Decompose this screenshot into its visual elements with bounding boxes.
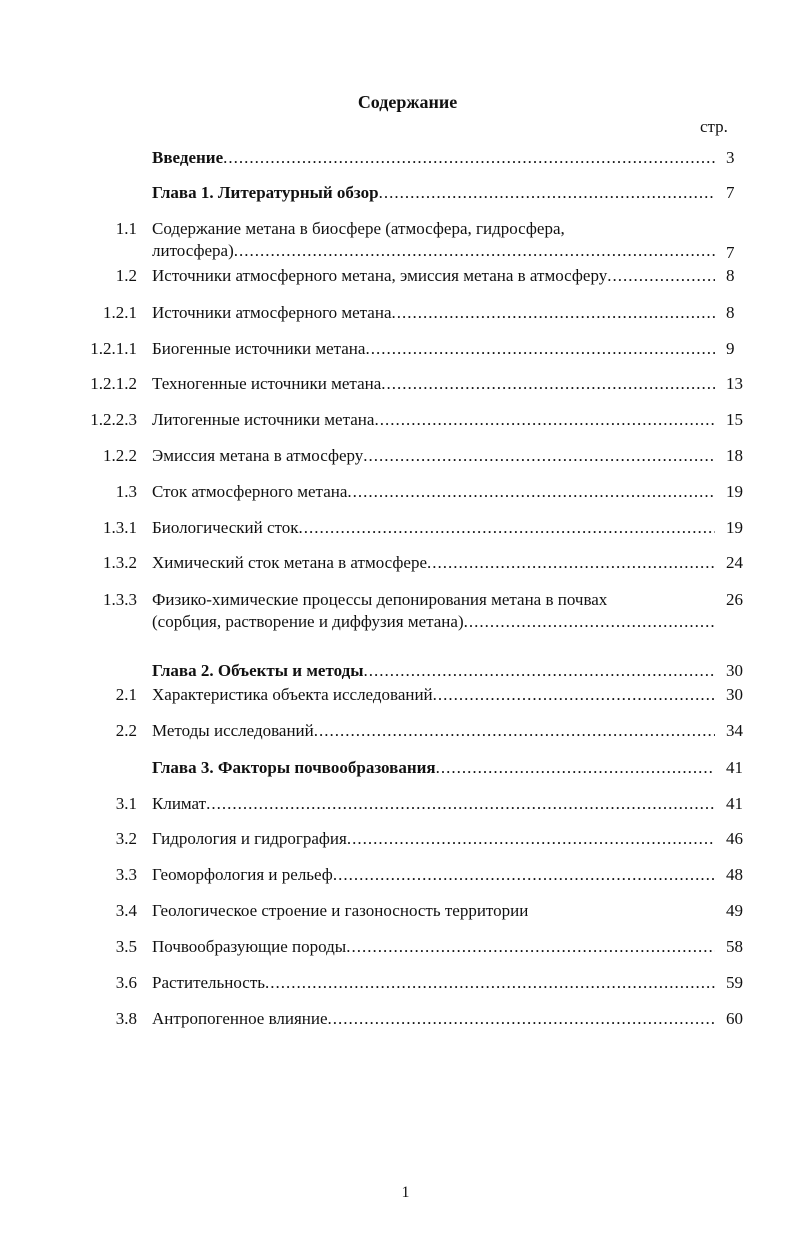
page-column-label: стр. xyxy=(700,117,728,136)
section-number: 1.2.1.1 xyxy=(90,339,137,358)
section-number: 1.3.1 xyxy=(103,518,137,537)
page-ref: 8 xyxy=(726,303,735,322)
entry-title: Биогенные источники метана xyxy=(152,339,366,358)
toc-entry xyxy=(0,1008,793,1030)
toc-entry xyxy=(0,373,793,395)
dot-leader xyxy=(363,445,715,467)
toc-entry xyxy=(0,589,793,635)
toc-entry xyxy=(0,900,793,922)
page-ref: 30 xyxy=(726,685,743,704)
section-number: 1.2.1.2 xyxy=(90,374,137,393)
entry-title: Источники атмосферного метана, эмиссия метана в атмосферу xyxy=(152,266,608,285)
dot-leader xyxy=(363,660,715,682)
entry-title-continued: литосфера) xyxy=(152,241,234,260)
entry-title: Геологическое строение и газоносность территории xyxy=(152,901,529,920)
page-ref: 24 xyxy=(726,553,743,572)
page-ref: 41 xyxy=(726,794,743,813)
section-number: 2.2 xyxy=(115,721,137,740)
toc-entry xyxy=(0,338,793,360)
toc-entry xyxy=(0,793,793,815)
entry-title: Методы исследований xyxy=(152,721,314,740)
entry-title: Климат xyxy=(152,794,207,813)
dot-leader xyxy=(436,757,715,779)
toc-entry xyxy=(0,218,793,264)
section-number: 1.3.3 xyxy=(103,590,137,609)
dot-leader xyxy=(427,552,715,574)
entry-title: Введение xyxy=(152,148,224,167)
toc-entry xyxy=(0,720,793,742)
dot-leader xyxy=(314,720,715,742)
dot-leader xyxy=(607,265,715,287)
toc-entry xyxy=(0,864,793,886)
page-ref: 7 xyxy=(726,243,735,262)
dot-leader xyxy=(379,182,715,204)
page-ref: 19 xyxy=(726,518,743,537)
dot-leader xyxy=(347,481,715,503)
toc-entry xyxy=(0,147,793,169)
section-number: 1.2.1 xyxy=(103,303,137,322)
page-ref: 8 xyxy=(726,266,735,285)
section-number: 1.3 xyxy=(115,482,137,501)
page-ref: 34 xyxy=(726,721,743,740)
dot-leader xyxy=(381,373,715,395)
toc-entry xyxy=(0,265,793,287)
entry-title: Сток атмосферного метана xyxy=(152,482,348,501)
page-ref: 3 xyxy=(726,148,735,167)
page-ref: 46 xyxy=(726,829,743,848)
dot-leader xyxy=(298,517,715,539)
page-ref: 41 xyxy=(726,758,743,777)
entry-title: Эмиссия метана в атмосферу xyxy=(152,446,364,465)
entry-title: Глава 1. Литературный обзор xyxy=(152,183,379,202)
dot-leader xyxy=(234,240,715,262)
dot-leader xyxy=(206,793,715,815)
entry-title: Гидрология и гидрография xyxy=(152,829,347,848)
entry-title: Техногенные источники метана xyxy=(152,374,382,393)
toc-entry xyxy=(0,481,793,503)
entry-title: Глава 3. Факторы почвообразования xyxy=(152,758,436,777)
dot-leader xyxy=(464,611,715,633)
toc-entry xyxy=(0,757,793,779)
page-ref: 49 xyxy=(726,901,743,920)
entry-title: Антропогенное влияние xyxy=(152,1009,328,1028)
section-number: 3.8 xyxy=(115,1009,137,1028)
entry-title: Источники атмосферного метана xyxy=(152,303,392,322)
page-ref: 13 xyxy=(726,374,743,393)
dot-leader xyxy=(346,936,715,958)
dot-leader xyxy=(265,972,715,994)
dot-leader xyxy=(374,409,715,431)
entry-title: Химический сток метана в атмосфере xyxy=(152,553,427,572)
dot-leader xyxy=(328,1008,715,1030)
section-number: 1.2.2.3 xyxy=(90,410,137,429)
toc-entry xyxy=(0,936,793,958)
toc-entry xyxy=(0,409,793,431)
entry-title: Литогенные источники метана xyxy=(152,410,375,429)
toc-entry xyxy=(0,182,793,204)
toc-entry xyxy=(0,684,793,706)
toc-entry xyxy=(0,828,793,850)
page-ref: 18 xyxy=(726,446,743,465)
section-number: 3.6 xyxy=(115,973,137,992)
toc-entry xyxy=(0,972,793,994)
entry-title: Содержание метана в биосфере (атмосфера, гидросфера, xyxy=(152,219,565,238)
page-ref: 9 xyxy=(726,339,735,358)
dot-leader xyxy=(433,684,715,706)
section-number: 3.4 xyxy=(115,901,137,920)
entry-title: Физико-химические процессы депонирования метана в почвах xyxy=(152,590,608,609)
section-number: 2.1 xyxy=(115,685,137,704)
page-ref: 59 xyxy=(726,973,743,992)
section-number: 3.3 xyxy=(115,865,137,884)
entry-title: Биологический сток xyxy=(152,518,299,537)
toc-entry xyxy=(0,517,793,539)
page-ref: 58 xyxy=(726,937,743,956)
entry-title-continued: (сорбция, растворение и диффузия метана) xyxy=(152,612,464,631)
section-number: 1.2.2 xyxy=(103,446,137,465)
page-ref: 48 xyxy=(726,865,743,884)
page-ref: 60 xyxy=(726,1009,743,1028)
section-number: 3.1 xyxy=(115,794,137,813)
page-ref: 30 xyxy=(726,661,743,680)
section-number: 1.1 xyxy=(115,219,137,238)
dot-leader xyxy=(347,828,715,850)
dot-leader xyxy=(223,147,715,169)
section-number: 3.2 xyxy=(115,829,137,848)
toc-entry xyxy=(0,660,793,682)
entry-title: Глава 2. Объекты и методы xyxy=(152,661,364,680)
page-ref: 15 xyxy=(726,410,743,429)
page-ref: 26 xyxy=(726,590,743,609)
entry-title: Геоморфология и рельеф xyxy=(152,865,333,884)
dot-leader xyxy=(392,302,716,324)
toc-entry xyxy=(0,445,793,467)
dot-leader xyxy=(365,338,715,360)
section-number: 1.3.2 xyxy=(103,553,137,572)
entry-title: Характеристика объекта исследований xyxy=(152,685,433,704)
entry-title: Растительность xyxy=(152,973,266,992)
page-number: 1 xyxy=(401,1184,410,1201)
page-ref: 19 xyxy=(726,482,743,501)
toc-entry xyxy=(0,302,793,324)
dot-leader xyxy=(333,864,715,886)
section-number: 3.5 xyxy=(115,937,137,956)
entry-title: Почвообразующие породы xyxy=(152,937,347,956)
page-title: Содержание xyxy=(357,92,458,112)
section-number: 1.2 xyxy=(115,266,137,285)
page-ref: 7 xyxy=(726,183,735,202)
toc-entry xyxy=(0,552,793,574)
